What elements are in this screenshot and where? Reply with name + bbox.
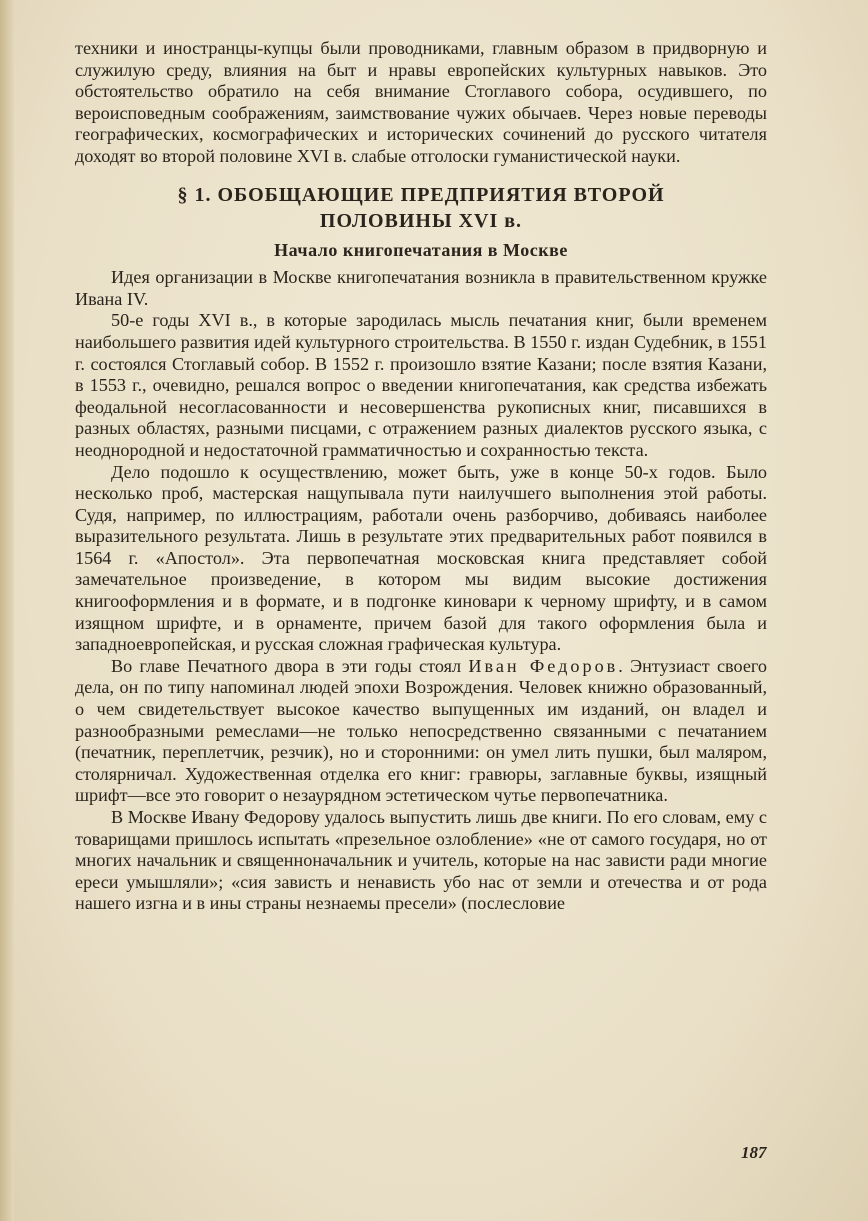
page-content [75,38,767,915]
page-number: 187 [741,1143,767,1162]
paragraph-4-start: Во главе Печатного двора в эти годы стоял [111,655,469,676]
paragraph-3: Дело подошло к осуществлению, может быть, уже в конце 50-х годов. Было несколько проб, мастерская нащупывала пути наилучшего выполнения этой работы. Судя, например, по иллюстрациям, работали очень разборчиво, добиваясь наиболее выразительного результата. Лишь в результате этих предварительных работ появился в 1564 г. «Апостол». Эта первопечатная московская книга представляет собой замечательное произведение, в котором мы видим высокие достижения книгооформления и в формате, и в подгонке киновари к черному шрифту, и в самом изящном шрифте, и в орнаменте, причем базой для такого оформления была и западноевропейская, и русская сложная графическая культура. [75,461,767,655]
section-heading [75,182,767,234]
paragraph-1: Идея организации в Москве книгопечатания возникла в правительственном кружке Ивана IV. [75,267,767,309]
intro-paragraph: техники и иностранцы-купцы были проводниками, главным образом в придворную и служилую среду, влияния на быт и нравы европейских культурных навыков. Это обстоятельство обратило на себя внимание Стоглавого собора, осудившего, по вероисповедным соображениям, заимствование чужих обычаев. Через новые переводы географических, космографических и исторических сочинений до русского читателя доходят во второй половине XVI в. слабые отголоски гуманистической науки. [75,38,767,166]
subheading: Начало книгопечатания в Москве [274,239,568,260]
paragraph-2: 50-е годы XVI в., в которые зародилась мысль печатания книг, были временем наибольшего развития идей культурного строительства. В 1550 г. издан Судебник, в 1551 г. состоялся Стоглавый собор. В 1552 г. произошло взятие Казани; после взятия Казани, в 1553 г., очевидно, решался вопрос о введении книгопечатания, как средства избежать феодальной несогласованности и несовершенства рукописных книг, писавшихся в разных областях, разными писцами, с отражением разных диалектов русского языка, с неоднородной и недостаточной грамматичностью и сохранностью текста. [75,310,767,460]
paragraph-4 [75,656,767,807]
section-heading-line2: ПОЛОВИНЫ XVI в. [319,209,523,232]
page-edge [0,0,14,1221]
section-heading-line1: § 1. ОБОБЩАЮЩИЕ ПРЕДПРИЯТИЯ ВТОРОЙ [177,183,665,206]
person-name: Иван Федоров [468,655,619,676]
paragraph-5: В Москве Ивану Федорову удалось выпустить лишь две книги. По его словам, ему с товарищами пришлось испытать «презельное озлобление» «не от самого государя, но от многих начальник и священноначальник и учитель, которые на нас зависти ради многие ереси умышляли»; «сия зависть и ненависть убо нас от земли и отечества и от рода нашего изгна и в ины страны незнаемы пресели» (послесловие [75,807,767,914]
paragraph-4-end: . Энтузиаст своего дела, он по типу напоминал людей эпохи Возрождения. Человек книжно образованный, о чем свидетельствует высокое качество выпущенных им изданий, он владел и разнообразными ремеслами—не только непосредственно связанными с печатанием (печатник, переплетчик, резчик), но и сторонними: он умел лить пушки, был маляром, столярничал. Художественная отделка его книг: гравюры, заглавные буквы, изящный шрифт—все это говорит о незаурядном эстетическом чутье первопечатника. [75,655,767,806]
